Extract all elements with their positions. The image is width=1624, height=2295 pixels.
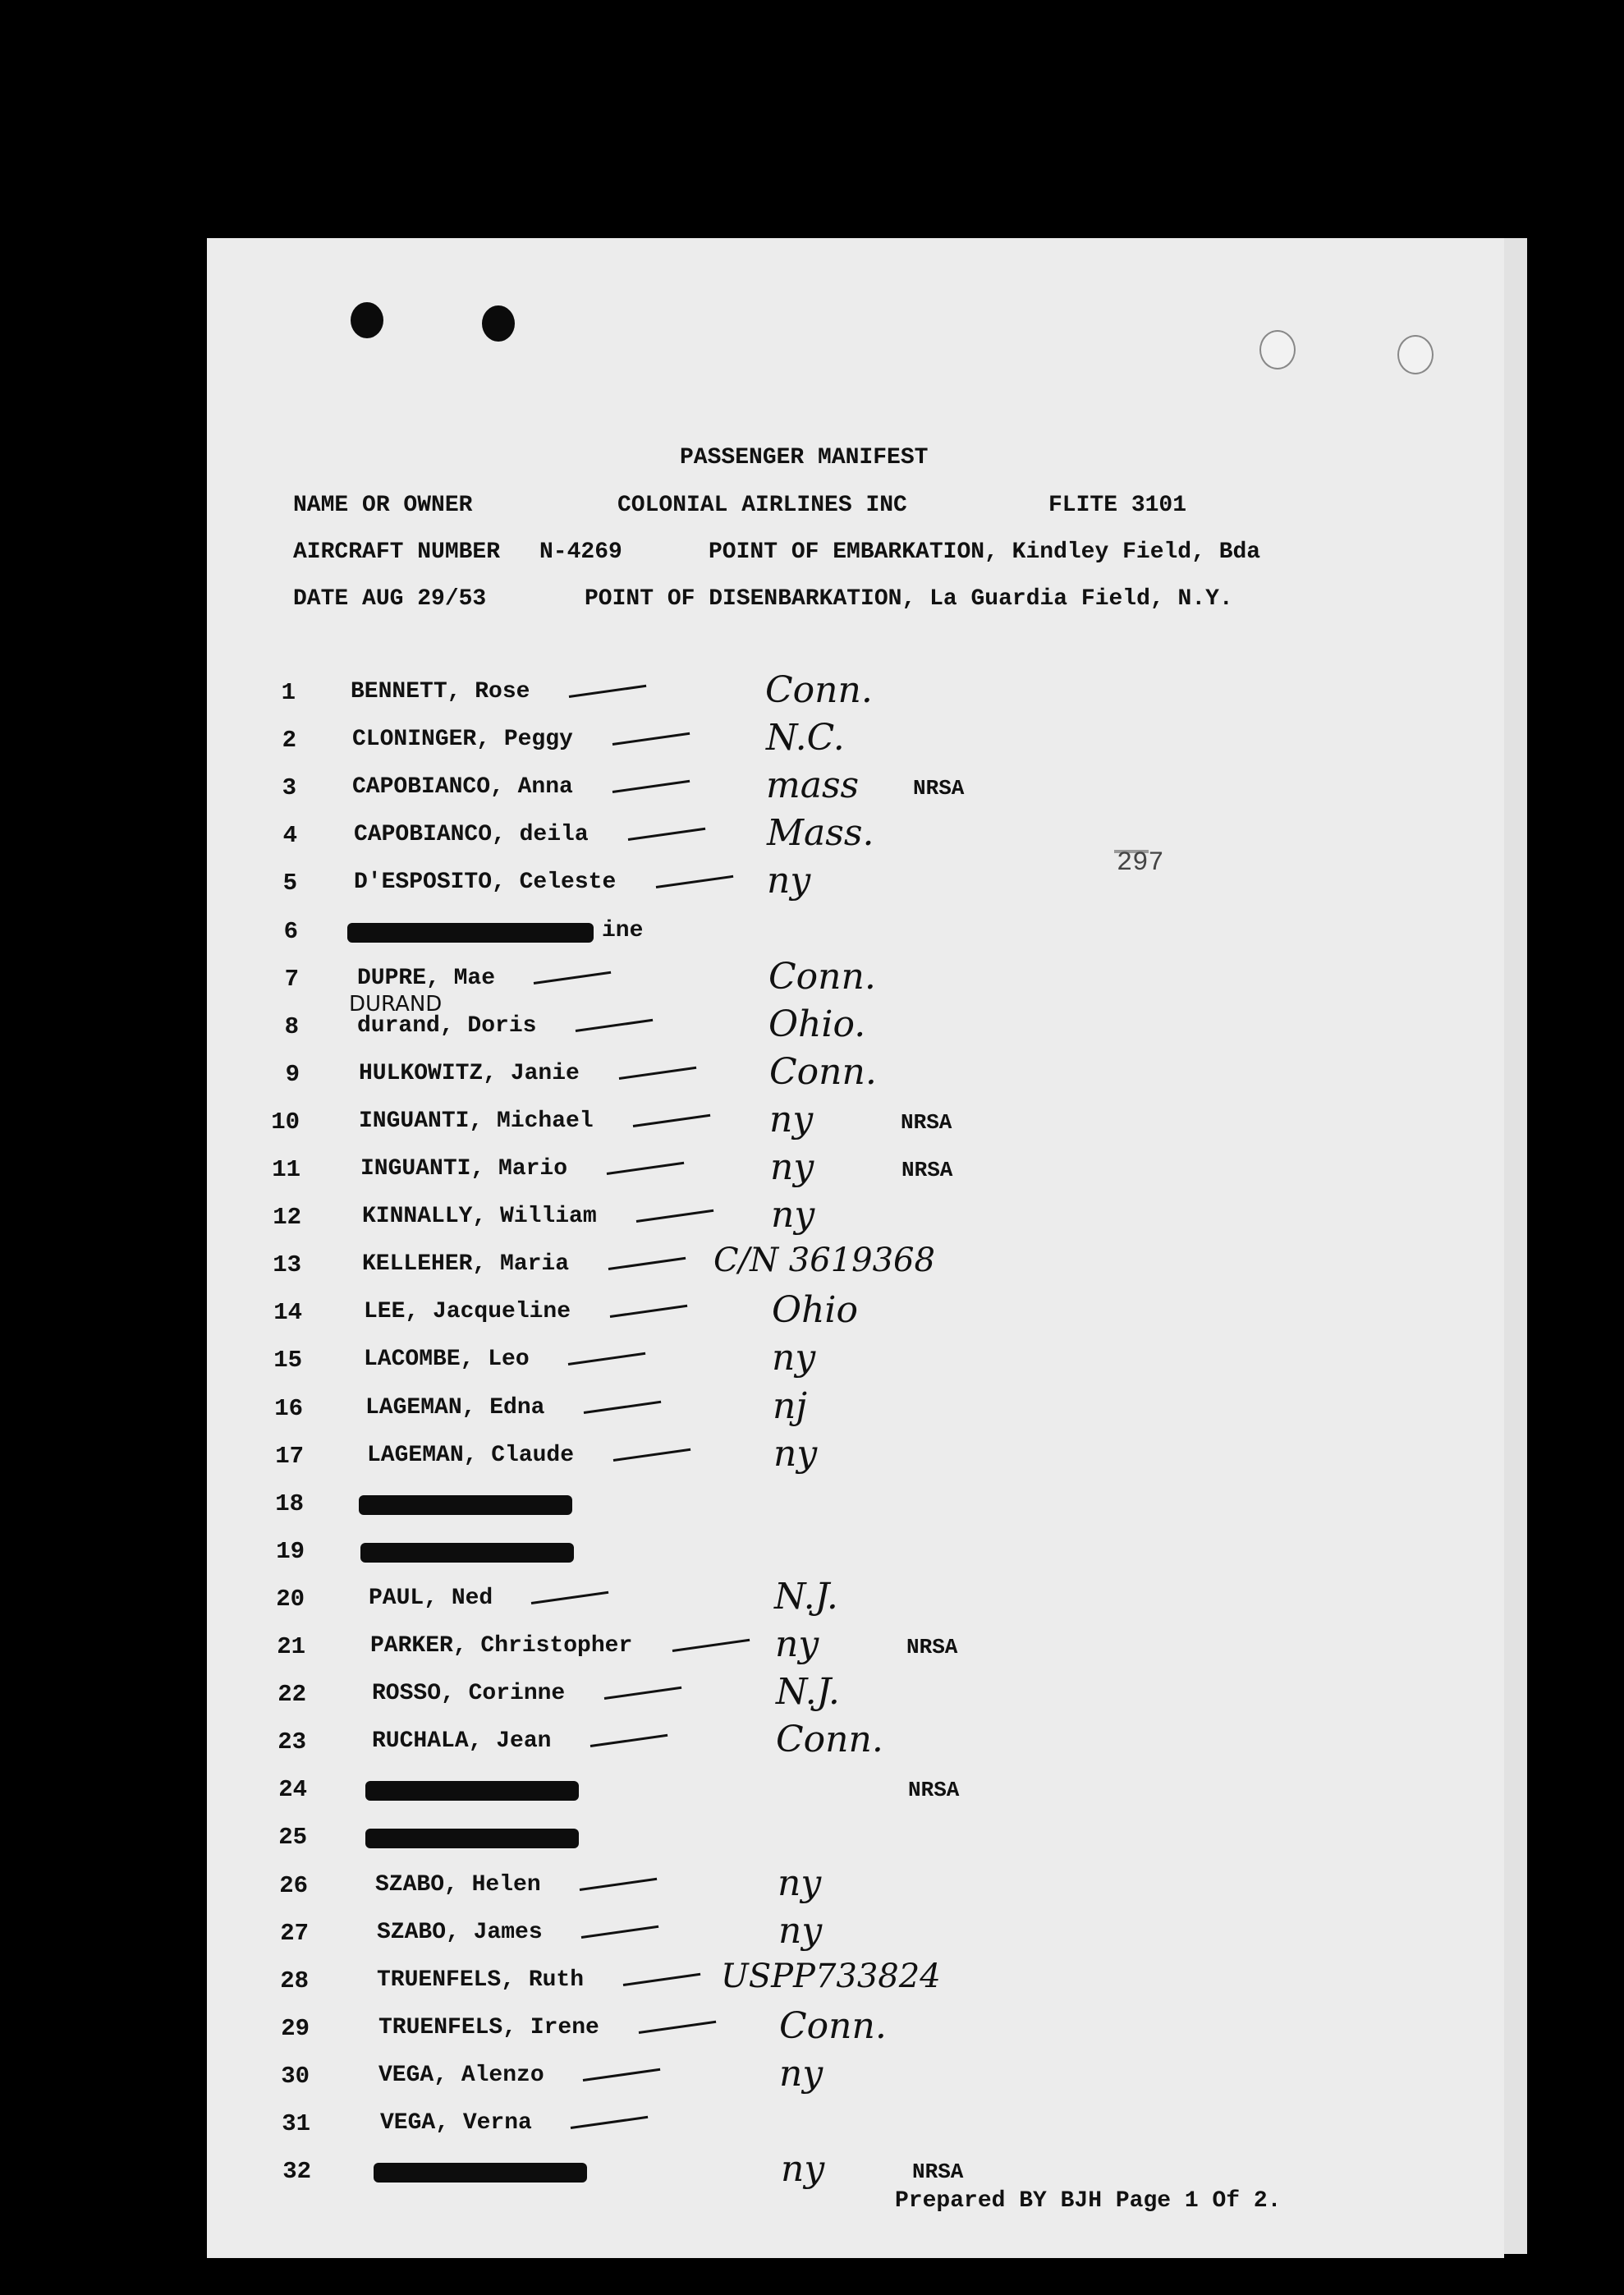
check-stroke	[612, 732, 690, 746]
passenger-name: BENNETT, Rose	[351, 679, 530, 705]
row-number: 3	[282, 774, 296, 801]
handwritten-correction: DURAND	[349, 992, 443, 1017]
passenger-name: CAPOBIANCO, deila	[354, 822, 589, 847]
passenger-name: VEGA, Alenzo	[378, 2063, 544, 2088]
passenger-name: TRUENFELS, Ruth	[377, 1967, 585, 1993]
row-number: 13	[273, 1251, 301, 1278]
punch-hole-right-2	[1397, 335, 1434, 374]
handwritten-state: ny	[775, 1623, 819, 1665]
aircraft-label: AIRCRAFT NUMBER	[293, 539, 501, 565]
check-stroke	[608, 1257, 686, 1270]
check-stroke	[612, 780, 690, 793]
handwritten-state: ny	[778, 1862, 822, 1904]
passenger-name: ine	[602, 918, 644, 943]
check-stroke	[633, 1114, 710, 1127]
check-stroke	[576, 1019, 653, 1032]
passenger-name: ROSSO, Corinne	[372, 1681, 566, 1706]
manifest-date: DATE AUG 29/53	[293, 586, 487, 612]
aircraft-number: N-4269	[539, 539, 622, 565]
passenger-name: RUCHALA, Jean	[372, 1728, 552, 1754]
handwritten-state: Ohio.	[768, 1003, 866, 1045]
check-stroke	[639, 2021, 716, 2034]
row-number: 25	[278, 1824, 307, 1851]
handwritten-state: Conn.	[779, 2005, 887, 2047]
handwritten-state: ny	[767, 860, 811, 902]
row-number: 12	[273, 1204, 301, 1231]
row-number: 1	[281, 679, 296, 706]
row-number: 20	[276, 1586, 305, 1613]
row-number: 32	[282, 2158, 311, 2185]
row-number: 24	[278, 1776, 307, 1803]
row-number: 2	[282, 727, 296, 754]
check-stroke	[636, 1209, 713, 1223]
check-stroke	[568, 1352, 645, 1366]
check-stroke	[571, 2116, 648, 2129]
redacted-name	[365, 1781, 579, 1801]
row-number: 18	[275, 1490, 304, 1517]
stamp-number: 297	[1117, 847, 1164, 878]
passenger-name: CLONINGER, Peggy	[352, 727, 573, 752]
check-stroke	[623, 1973, 700, 1986]
passenger-name: INGUANTI, Michael	[359, 1108, 594, 1134]
redacted-name	[359, 1495, 572, 1515]
check-stroke	[580, 1878, 657, 1891]
punch-hole-left-2	[482, 305, 515, 342]
passenger-name: CAPOBIANCO, Anna	[352, 774, 573, 800]
redacted-name	[374, 2163, 587, 2183]
handwritten-state: Conn.	[776, 1719, 883, 1760]
handwritten-state: USPP733824	[721, 1958, 941, 1995]
nrsa-note: NRSA	[901, 1158, 953, 1182]
passenger-name: VEGA, Verna	[380, 2110, 532, 2136]
row-number: 11	[272, 1156, 300, 1183]
row-number: 4	[282, 822, 297, 849]
handwritten-state: ny	[773, 1433, 818, 1475]
check-stroke	[583, 2068, 660, 2082]
punch-hole-right	[1259, 330, 1296, 369]
check-stroke	[590, 1734, 667, 1747]
handwritten-state: ny	[778, 1910, 823, 1952]
row-number: 22	[278, 1681, 306, 1708]
handwritten-state: N.J.	[776, 1671, 840, 1713]
handwritten-state: ny	[769, 1099, 814, 1141]
handwritten-state: Conn.	[769, 1051, 877, 1093]
check-stroke	[607, 1162, 684, 1175]
passenger-name: SZABO, Helen	[375, 1872, 541, 1898]
row-number: 30	[281, 2063, 310, 2090]
row-number: 23	[278, 1728, 306, 1756]
handwritten-state: Mass.	[767, 812, 874, 854]
disembarkation-point: POINT OF DISENBARKATION, La Guardia Field, N.Y.	[585, 586, 1233, 612]
owner-value: COLONIAL AIRLINES INC	[617, 493, 907, 518]
check-stroke	[604, 1687, 681, 1700]
passenger-name: PARKER, Christopher	[370, 1633, 633, 1659]
passenger-name: TRUENFELS, Irene	[378, 2015, 599, 2040]
manifest-title: PASSENGER MANIFEST	[680, 445, 929, 470]
passenger-name: KINNALLY, William	[362, 1204, 597, 1229]
check-stroke	[613, 1448, 690, 1462]
prepared-by-footer: Prepared BY BJH Page 1 Of 2.	[895, 2188, 1282, 2214]
handwritten-state: Ohio	[772, 1289, 858, 1331]
row-number: 6	[283, 918, 298, 945]
handwritten-state: nj	[773, 1385, 807, 1427]
row-number: 17	[275, 1443, 304, 1470]
row-number: 27	[280, 1920, 309, 1947]
passenger-name: LACOMBE, Leo	[364, 1347, 530, 1372]
handwritten-state: N.J.	[774, 1576, 838, 1618]
nrsa-note: NRSA	[908, 1778, 960, 1802]
check-stroke	[610, 1305, 687, 1318]
passenger-name: DUPRE, Mae	[357, 966, 496, 991]
passenger-name: INGUANTI, Mario	[360, 1156, 568, 1182]
passenger-name: PAUL, Ned	[369, 1586, 493, 1611]
row-number: 16	[274, 1395, 303, 1422]
nrsa-note: NRSA	[913, 776, 965, 801]
check-stroke	[531, 1591, 608, 1604]
passenger-name: KELLEHER, Maria	[362, 1251, 570, 1277]
nrsa-note: NRSA	[912, 2160, 964, 2184]
row-number: 10	[271, 1108, 300, 1136]
passenger-name: HULKOWITZ, Janie	[359, 1061, 580, 1086]
row-number: 26	[279, 1872, 308, 1899]
handwritten-state: mass	[766, 764, 860, 806]
row-number: 7	[284, 966, 299, 993]
check-stroke	[619, 1067, 696, 1080]
row-number: 31	[282, 2110, 310, 2137]
handwritten-state: C/N 3619368	[713, 1242, 935, 1279]
handwritten-state: ny	[781, 2148, 825, 2190]
nrsa-note: NRSA	[906, 1635, 958, 1659]
passenger-name: SZABO, James	[377, 1920, 543, 1945]
row-number: 5	[282, 870, 297, 897]
embarkation-point: POINT OF EMBARKATION, Kindley Field, Bda	[709, 539, 1261, 565]
passenger-name: LAGEMAN, Claude	[367, 1443, 575, 1468]
handwritten-state: ny	[770, 1146, 814, 1188]
handwritten-state: ny	[771, 1194, 815, 1236]
redacted-name	[347, 923, 594, 943]
passenger-name: LEE, Jacqueline	[364, 1299, 571, 1324]
owner-label: NAME OR OWNER	[293, 493, 473, 518]
check-stroke	[581, 1926, 658, 1939]
row-number: 14	[273, 1299, 302, 1326]
check-stroke	[656, 875, 733, 888]
handwritten-state: Conn.	[768, 956, 876, 998]
row-number: 9	[285, 1061, 300, 1088]
row-number: 15	[273, 1347, 302, 1374]
check-stroke	[628, 828, 705, 841]
manifest-page	[207, 238, 1504, 2258]
row-number: 8	[284, 1013, 299, 1040]
row-number: 28	[280, 1967, 309, 1994]
redacted-name	[360, 1543, 574, 1563]
flight-number: FLITE 3101	[1048, 493, 1187, 518]
handwritten-state: N.C.	[766, 717, 845, 759]
redacted-name	[365, 1829, 579, 1848]
handwritten-state: Conn.	[765, 669, 873, 711]
passenger-name: LAGEMAN, Edna	[365, 1395, 545, 1421]
handwritten-state: ny	[779, 2053, 823, 2095]
passenger-name: D'ESPOSITO, Celeste	[354, 870, 617, 895]
handwritten-state: ny	[772, 1337, 816, 1379]
row-number: 19	[276, 1538, 305, 1565]
check-stroke	[534, 971, 611, 985]
row-number: 21	[277, 1633, 305, 1660]
check-stroke	[672, 1639, 750, 1652]
nrsa-note: NRSA	[901, 1110, 952, 1135]
punch-hole-left	[351, 302, 383, 338]
check-stroke	[569, 685, 646, 698]
row-number: 29	[281, 2015, 310, 2042]
check-stroke	[584, 1401, 661, 1414]
passenger-name: durand, Doris	[357, 1013, 537, 1039]
